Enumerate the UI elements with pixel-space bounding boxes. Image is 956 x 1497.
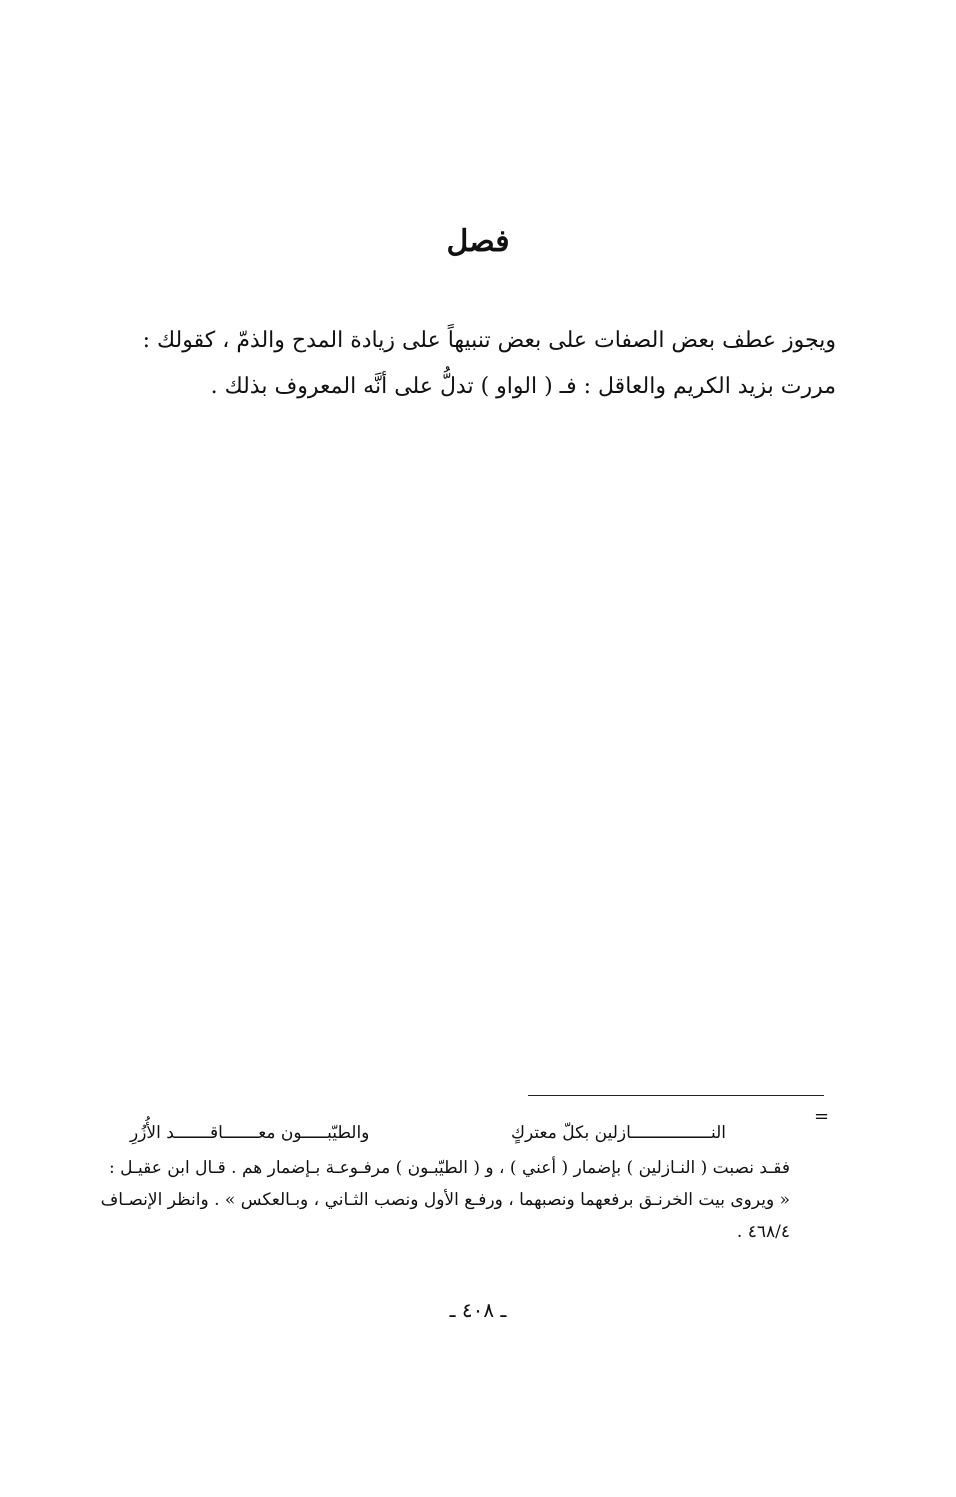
- footnote-line: « ويروى بيت الخرنـق برفعهما ونصبهما ، ورفـع الأول ونصب الثـاني ، وبـالعكس » . وانظر الإنصـاف: [100, 1190, 790, 1210]
- footnote-line: ٤٦٨/٤ .: [736, 1222, 790, 1242]
- footnote-line: فقـد نصبت ( النـازلين ) بإضمار ( أعني ) ، و ( الطيّبـون ) مرفـوعـة بـإضمار هم . قـال ابن عقيـل :: [109, 1158, 790, 1178]
- verse-first-hemistich: النــــــــــــــــازلين بكلّ معتركٍ: [511, 1123, 726, 1143]
- main-paragraph: [84, 318, 836, 410]
- footnote-verse: [130, 1120, 726, 1146]
- page-number: ـ ٤٠٨ ـ: [449, 1298, 507, 1322]
- footnote-separator: [528, 1095, 824, 1096]
- footnote-continuation-marker: =: [814, 1106, 830, 1127]
- footnote-text: [84, 1152, 790, 1248]
- paragraph-line: ويجوز عطف بعض الصفات على بعض تنبيهاً على زيادة المدح والذمّ ، كقولك :: [142, 328, 836, 353]
- section-heading: فصل: [446, 224, 510, 259]
- verse-second-hemistich: والطيّبـــــون معـــــــاقـــــــد الأُزُرِ: [130, 1123, 370, 1143]
- paragraph-line: مررت بزيد الكريم والعاقل : فـ ( الواو ) تدلُّ على أنَّه المعروف بذلك .: [210, 374, 836, 399]
